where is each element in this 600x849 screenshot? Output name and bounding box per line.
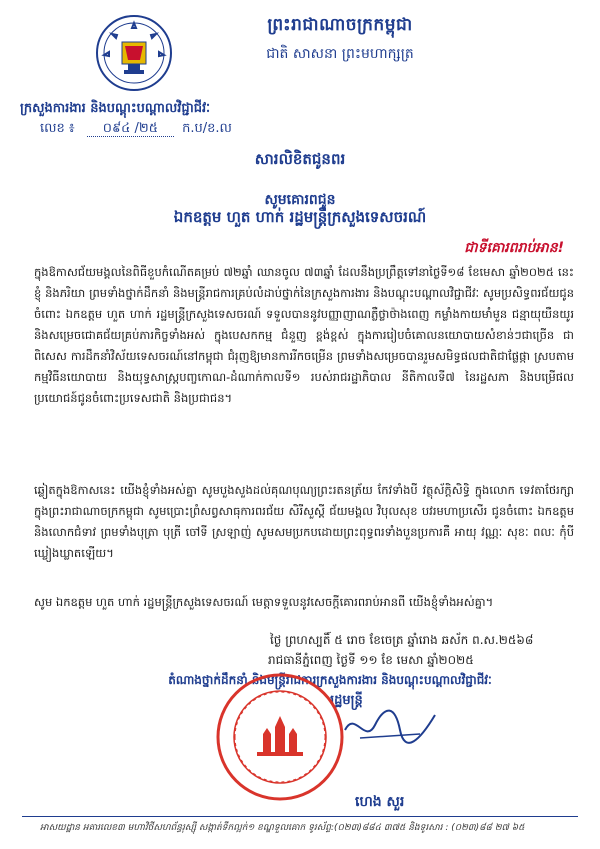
lunar-date: ថ្ងៃ ព្រហស្បតិ៍ ៥ រោច ខែចេត្រ ឆ្នាំរោង ឆស័ក ព.ស.២៥៦៨ xyxy=(270,633,534,647)
letter-paragraph-3: សូម ឯកឧត្តម ហួត ហាក់ រដ្ឋមន្ត្រីក្រសួងទេសចរណ៍ មេត្តាទទួលនូវសេចក្តីគោរពរាប់អានពី យើងខ្ញុំទាំងអស់គ្នា។ xyxy=(34,595,494,609)
signatory-name: ហេង សួរ xyxy=(355,794,405,810)
signature-scribble-icon xyxy=(340,700,440,750)
reference-suffix: ក.ប/ខ.ល xyxy=(182,121,232,136)
letter-paragraph-1: ក្នុងឱកាសជ័យមង្គលនៃពិធីខួបកំណើតគម្រប់ ៧២ឆ្នាំ ឈានចូល ៧៣ឆ្នាំ ដែលនឹងប្រព្រឹត្តទៅនាថ្ងៃទី១៨ ខែមេសា ឆ្នាំ២០២៥ នេះ ខ្ញុំ និងភរិយា ព្រមទាំងថ្នាក់ដឹកនាំ និងមន្ត្រីរាជការគ្រប់លំដាប់ថ្នាក់នៃក្រសួងការងារ និងបណ្តុះបណ្តាលវិជ្ជាជីវៈ សូមប្រសិទ្ធពរជ័យជូនចំពោះ ឯកឧត្តម ហួត ហាក់ រដ្ឋមន្ត្រីក្រសួងទេសចរណ៍ ទទួលបាននូវបញ្ញាញាណភ្លឺថ្លាថ៉ាងពេញ កម្លាំងកាយមាំមួន ជន្មាយុយឺនយូរ និងសម្រេចជោគជ័យគ្រប់ភារកិច្ចទាំងអស់ ក្នុងបេសកកម្ម ជំនួញ ខ្ពង់ខ្ពស់ ក្នុងការរៀបចំគោលនយោបាយសំខាន់ៗជាច្រើន ជាពិសេស ការដឹកនាំវិស័យទេសចរណ៍នៅកម្ពុជា ជំរុញឱ្យមានការរីកចម្រើន ព្រមទាំងសម្រេចបានរួមសមិទ្ធផលជាតិជាផ្លែផ្កា ស្របតាមកម្មវិធីនយោបាយ និងយុទ្ធសាស្ត្របញ្ចកោណ-ដំណាក់កាលទី១ របស់រាជរដ្ឋាភិបាល នីតិកាលទី៧ នៃរដ្ឋសភា និងបម្រើផលប្រយោជន៍ជូនចំពោះប្រទេសជាតិ និងប្រជាជន។ xyxy=(34,265,574,405)
respect-line: សូមគោរពជូន xyxy=(264,192,336,208)
letter-paragraph-2: ឆ្លៀតក្នុងឱកាសនេះ យើងខ្ញុំទាំងអស់គ្នា សូមបួងសួងដល់គុណបុណ្យព្រះរតនត្រ័យ កែវទាំងបី វត្ថុស័ក្តិសិទ្ធិ ក្នុងលោក ទេវតាថែរក្សាក្នុងព្រះរាជាណាចក្រកម្ពុជា សូមប្រោះព្រំសព្វសាធុការពរជ័យ សិរីសួស្តី ជ័យមង្គល វិបុលសុខ បវរមហាប្រសើរ ជូនចំពោះ ឯកឧត្តម និងលោកជំទាវ ព្រមទាំងបុត្រា បុត្រី ចៅទី ស្រឡាញ់ សូមសមប្រកបដោយព្រះពុទ្ធពរទាំងបួនប្រការគឺ អាយុ វណ្ណៈ សុខៈ ពលៈ កុំបីឃ្លៀងឃ្លាតឡើយ។ xyxy=(34,483,574,560)
signatory-role: តំណាងថ្នាក់ដឹកនាំ និងមន្ត្រីរាជការក្រសួងការងារ និងបណ្តុះបណ្តាលវិជ្ជាជីវៈ xyxy=(168,673,492,687)
recipient-line: ឯកឧត្តម ហួត ហាក់ រដ្ឋមន្ត្រីក្រសួងទេសចរណ៍ xyxy=(173,208,427,226)
footer-divider xyxy=(22,816,578,817)
letter-title: សារលិខិតជូនពរ xyxy=(254,150,346,168)
signatory-title: រដ្ឋមន្ត្រី xyxy=(330,693,363,708)
greeting: ជាទីគោរពរាប់អាន! xyxy=(464,240,564,256)
ministry-emblem-icon xyxy=(95,14,173,92)
ministry-name: ក្រសួងការងារ និងបណ្តុះបណ្តាលវិជ្ជាជីវៈ xyxy=(20,101,211,116)
reference-value: ០៩៤ /២៥ xyxy=(87,121,174,137)
kingdom-title: ព្រះរាជាណាចក្រកម្ពុជា xyxy=(267,15,413,35)
reference-label: លេខ ៖ xyxy=(40,121,75,136)
official-seal-icon xyxy=(215,672,345,802)
national-motto: ជាតិ សាសនា ព្រះមហាក្សត្រ xyxy=(266,46,414,62)
reference-number xyxy=(40,120,232,139)
footer-address: អាសយដ្ឋាន អគារលេខ៣ មហាវិថីសហព័ន្ធរុស្ស៊ី សង្កាត់ទឹកល្អក់១ ខណ្ឌទួលគោក ទូរស័ព្ទ:(០២៣)៨៨៤ ៣៧៥ និងទូរសារ : (០២៣)៨៨ ២៧ ៦៥ xyxy=(40,823,525,833)
solar-date: រាជធានីភ្នំពេញ ថ្ងៃទី ១១ ខែ មេសា ឆ្នាំ២០២៥ xyxy=(268,653,474,667)
